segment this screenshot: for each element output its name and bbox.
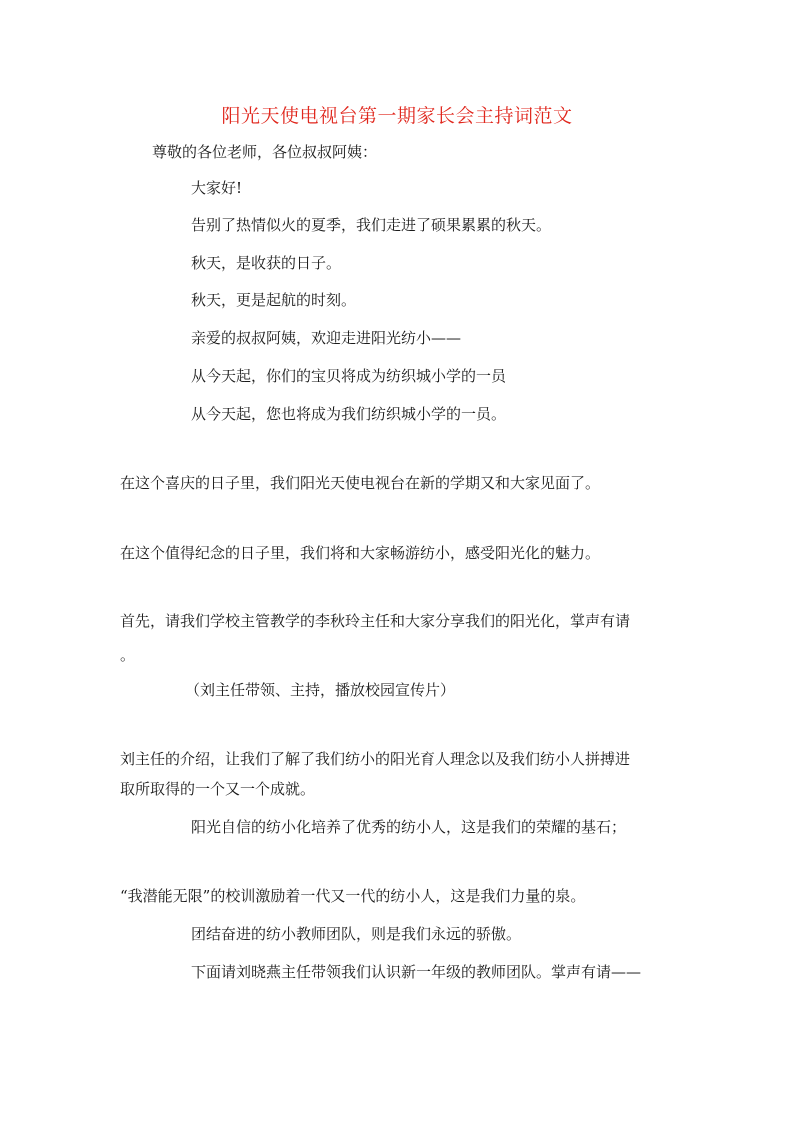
text-line: 。: [120, 646, 136, 664]
text-line: 秋天，更是起航的时刻。: [191, 291, 357, 309]
text-line: 大家好!: [191, 179, 243, 197]
text-line: 阳光自信的纺小化培养了优秀的纺小人，这是我们的荣耀的基石；: [191, 818, 627, 836]
document-title: 阳光天使电视台第一期家长会主持词范文: [221, 105, 573, 127]
text-line: 首先，请我们学校主管教学的李秋玲主任和大家分享我们的阳光化，掌声有请: [120, 612, 631, 630]
text-line: 尊敬的各位老师，各位叔叔阿姨：: [152, 143, 378, 161]
text-line: 从今天起，你们的宝贝将成为纺织城小学的一员: [191, 367, 507, 385]
text-line: 告别了热情似火的夏季，我们走进了硕果累累的秋天。: [191, 216, 552, 234]
text-line: 亲爱的叔叔阿姨，欢迎走进阳光纺小——: [191, 329, 462, 347]
text-line: 在这个喜庆的日子里，我们阳光天使电视台在新的学期又和大家见面了。: [120, 474, 601, 492]
text-line: 在这个值得纪念的日子里，我们将和大家畅游纺小，感受阳光化的魅力。: [120, 544, 601, 562]
text-line: 刘主任的介绍，让我们了解了我们纺小的阳光育人理念以及我们纺小人拼搏进: [120, 750, 631, 768]
text-line: 取所取得的一个又一个成就。: [120, 780, 316, 798]
text-line: 秋天，是收获的日子。: [191, 254, 342, 272]
text-line: （刘主任带领、主持，播放校园宣传片）: [185, 681, 456, 699]
text-line: 团结奋进的纺小教师团队，则是我们永远的骄傲。: [191, 925, 522, 943]
text-line: 从今天起，您也将成为我们纺织城小学的一员。: [191, 405, 507, 423]
text-line: “我潜能无限”的校训激励着一代又一代的纺小人，这是我们力量的泉。: [120, 887, 586, 905]
text-line: 下面请刘晓燕主任带领我们认识新一年级的教师团队。掌声有请——: [191, 963, 642, 981]
